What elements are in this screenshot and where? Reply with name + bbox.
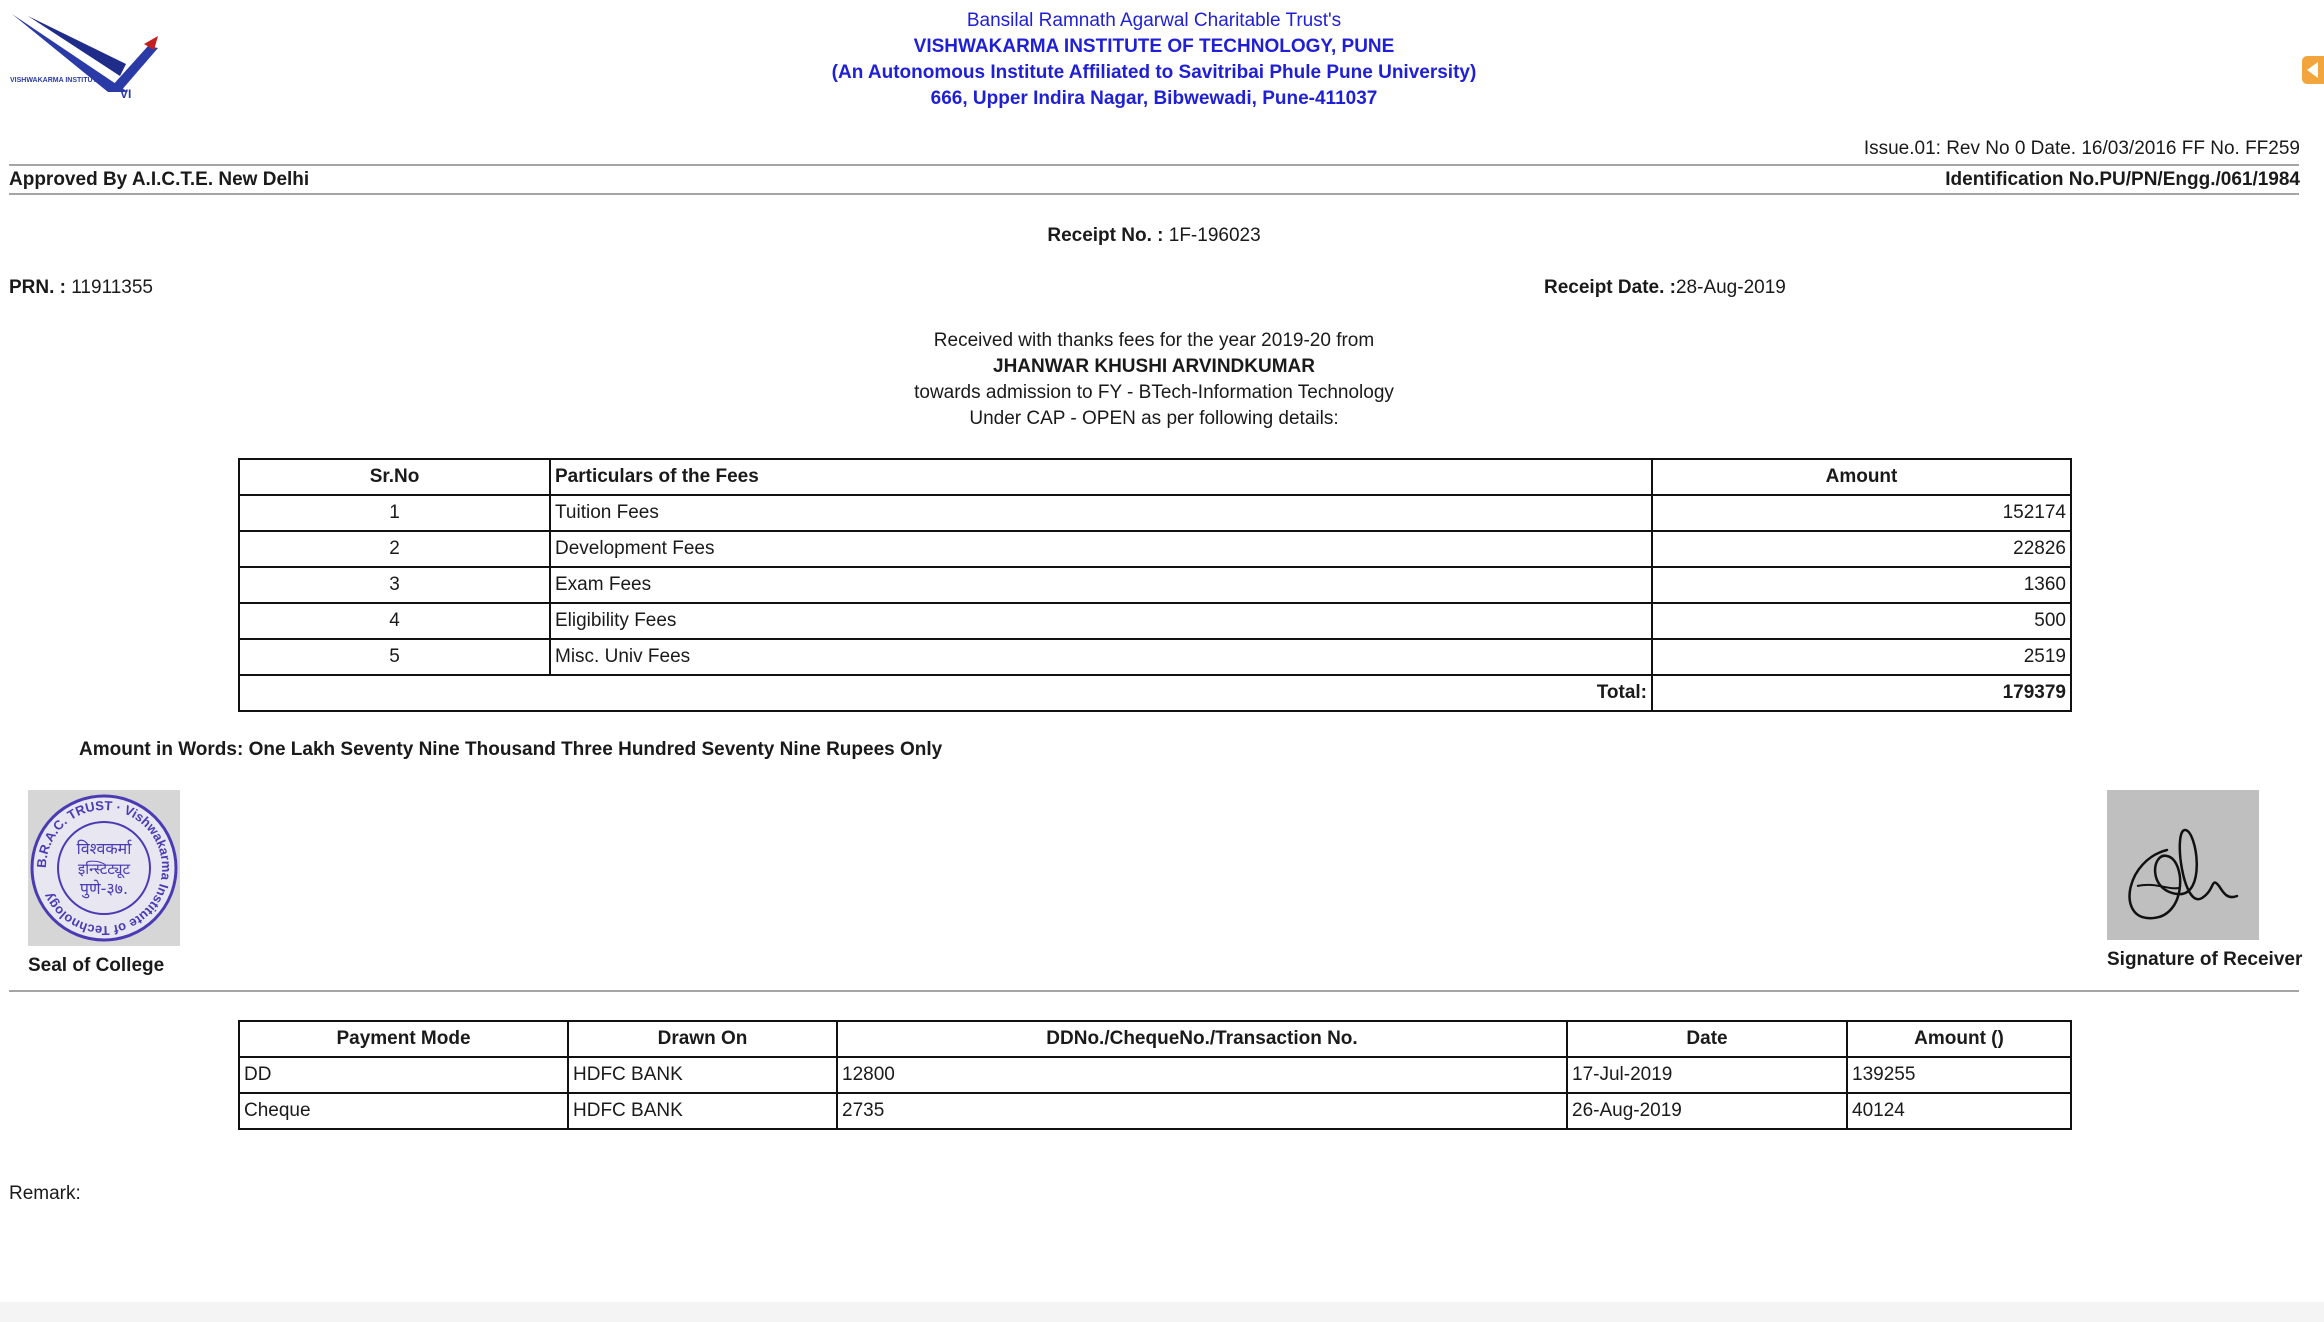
seal-caption: Seal of College: [28, 955, 165, 976]
column-header: DDNo./ChequeNo./Transaction No.: [837, 1021, 1567, 1057]
seal-line: इन्स्टिट्यूट: [77, 860, 131, 878]
table-header-row: [239, 459, 2071, 495]
receipt-date-label: Receipt Date. :: [1544, 277, 1676, 298]
sr-no-cell: 3: [239, 567, 550, 603]
particular-cell: Exam Fees: [550, 567, 1652, 603]
amount-cell: 139255: [1847, 1057, 2071, 1093]
column-header: Amount (): [1847, 1021, 2071, 1057]
date-cell: 26-Aug-2019: [1567, 1093, 1847, 1129]
receipt-statement: [0, 328, 2308, 432]
seal-line: विश्वकर्मा: [76, 839, 132, 858]
transaction-number-cell: 12800: [837, 1057, 1567, 1093]
payment-table: [238, 1020, 2072, 1130]
amount-cell: 152174: [1652, 495, 2071, 531]
date-cell: 17-Jul-2019: [1567, 1057, 1847, 1093]
table-row: [239, 1093, 2071, 1129]
total-label: Total:: [239, 675, 1652, 711]
page-bottom-edge: [0, 1302, 2324, 1322]
sr-no-cell: 2: [239, 531, 550, 567]
statement-line: towards admission to FY - BTech-Information Technology: [914, 382, 1394, 403]
amount-cell: 40124: [1847, 1093, 2071, 1129]
logo-mark: VI: [120, 87, 132, 101]
amount-in-words: Amount in Words: One Lakh Seventy Nine Thousand Three Hundred Seventy Nine Rupees Only: [79, 739, 943, 760]
seal-line: पुणे-३७.: [79, 879, 129, 898]
drawn-on-cell: HDFC BANK: [568, 1093, 837, 1129]
divider: [9, 164, 2299, 166]
table-row: [239, 1057, 2071, 1093]
column-header: Sr.No: [239, 459, 550, 495]
payment-mode-cell: Cheque: [239, 1093, 568, 1129]
remark-label: Remark:: [9, 1183, 81, 1204]
total-row: [239, 675, 2071, 711]
column-header: Date: [1567, 1021, 1847, 1057]
divider: [9, 990, 2299, 992]
receipt-number: [0, 225, 2308, 247]
table-row: [239, 495, 2071, 531]
prn: [9, 277, 153, 299]
institute-header: [0, 8, 2308, 112]
column-header: Particulars of the Fees: [550, 459, 1652, 495]
table-row: [239, 603, 2071, 639]
college-seal-image: [28, 790, 180, 946]
divider: [9, 193, 2299, 195]
sr-no-cell: 5: [239, 639, 550, 675]
trust-name: Bansilal Ramnath Agarwal Charitable Trust's: [966, 10, 1342, 31]
institute-name: VISHWAKARMA INSTITUTE OF TECHNOLOGY, PUNE: [913, 36, 1395, 57]
sr-no-cell: 4: [239, 603, 550, 639]
particular-cell: Eligibility Fees: [550, 603, 1652, 639]
fees-table: [238, 458, 2072, 712]
institute-address: 666, Upper Indira Nagar, Bibwewadi, Pune-411037: [930, 88, 1378, 109]
table-header-row: [239, 1021, 2071, 1057]
column-header: Drawn On: [568, 1021, 837, 1057]
amount-cell: 2519: [1652, 639, 2071, 675]
table-row: [239, 567, 2071, 603]
particular-cell: Development Fees: [550, 531, 1652, 567]
amount-cell: 500: [1652, 603, 2071, 639]
receiver-signature-image: [2107, 790, 2259, 940]
total-value: 179379: [1652, 675, 2071, 711]
receipt-number-label: Receipt No. :: [1047, 225, 1164, 246]
amount-cell: 22826: [1652, 531, 2071, 567]
approved-by: Approved By A.I.C.T.E. New Delhi: [9, 169, 310, 190]
arrow-left-icon: [2307, 62, 2318, 78]
prn-value: 11911355: [66, 277, 153, 298]
statement-line: Received with thanks fees for the year 2019-20 from: [933, 330, 1375, 351]
prn-label: PRN. :: [9, 277, 66, 298]
payment-mode-cell: DD: [239, 1057, 568, 1093]
signature-caption: Signature of Receiver: [2107, 949, 2303, 970]
sr-no-cell: 1: [239, 495, 550, 531]
receipt-date: [1544, 277, 1786, 299]
statement-line: Under CAP - OPEN as per following details:: [969, 408, 1339, 429]
column-header: Payment Mode: [239, 1021, 568, 1057]
institute-affiliation: (An Autonomous Institute Affiliated to Savitribai Phule Pune University): [831, 62, 1477, 83]
issue-info: Issue.01: Rev No 0 Date. 16/03/2016 FF No. FF259: [1863, 138, 2300, 159]
particular-cell: Tuition Fees: [550, 495, 1652, 531]
receipt-number-value: 1F-196023: [1163, 225, 1261, 246]
side-panel-toggle[interactable]: [2302, 56, 2324, 84]
transaction-number-cell: 2735: [837, 1093, 1567, 1129]
particular-cell: Misc. Univ Fees: [550, 639, 1652, 675]
table-row: [239, 531, 2071, 567]
drawn-on-cell: HDFC BANK: [568, 1057, 837, 1093]
identification-no: Identification No.PU/PN/Engg./061/1984: [1945, 169, 2300, 190]
receipt-date-value: 28-Aug-2019: [1675, 277, 1786, 298]
student-name: JHANWAR KHUSHI ARVINDKUMAR: [993, 356, 1315, 377]
seal-ring-text: B.R.A.C. TRUST · Vishwakarma Institute of Technology: [33, 797, 175, 939]
logo-text: VISHWAKARMA INSTITUTES: [10, 77, 107, 84]
column-header: Amount: [1652, 459, 2071, 495]
amount-cell: 1360: [1652, 567, 2071, 603]
table-row: [239, 639, 2071, 675]
